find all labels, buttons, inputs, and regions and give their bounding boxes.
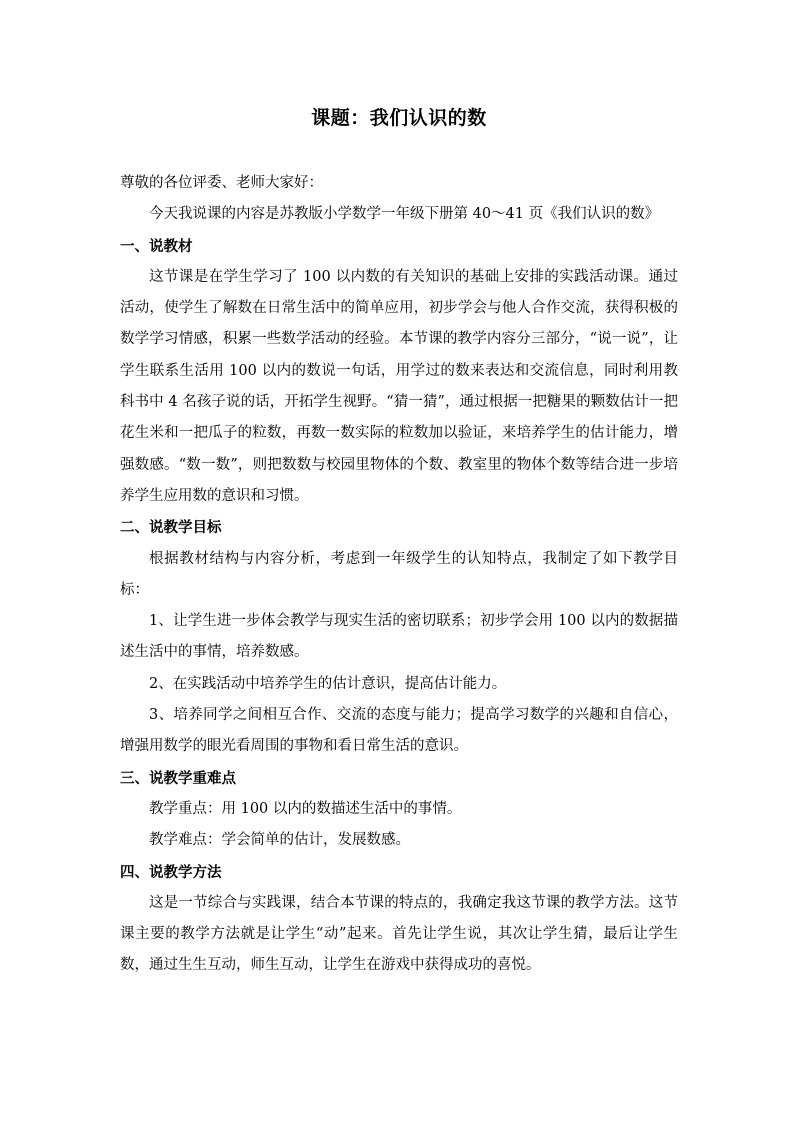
greeting: 尊敬的各位评委、老师大家好： bbox=[120, 175, 323, 191]
methods-paragraph: 这是一节综合与实践课，结合本节课的特点的，我确定我这节课的教学方法。这节课主要的教学方法就是让学生“动”起来。首先让学生说，其次让学生猜，最后让学生数，通过生生互动，师生互动，让学生在游戏中获得成功的喜悦。 bbox=[120, 894, 678, 974]
document-body bbox=[120, 100, 678, 982]
objectives-intro: 根据教材结构与内容分析，考虑到一年级学生的认知特点，我制定了如下教学目标： bbox=[120, 550, 678, 598]
objective-item-3: 3、培养同学之间相互合作、交流的态度与能力；提高学习数学的兴趣和自信心，增强用数学的眼光看周围的事物和看日常生活的意识。 bbox=[120, 707, 678, 755]
textbook-paragraph: 这节课是在学生学习了 100 以内数的有关知识的基础上安排的实践活动课。通过活动，使学生了解数在日常生活中的简单应用，初步学会与他人合作交流，获得积极的数学学习情感，积累一些数学活动的经验。本节课的教学内容分三部分，“说一说”，让学生联系生活用 100 以内的数说一句话，用学过的数来表达和交流信息，同时利用教科书中 4 名孩子说的话，开拓学生视野。“猜一猜”，通过根据一把糖果的颗数估计一把花生米和一把瓜子的粒数，再数一数实际的粒数加以验证，来培养学生的估计能力，增强数感。“数一数”，则把数数与校园里物体的个数、教室里的物体个数等结合进一步培养学生应用数的意识和习惯。 bbox=[120, 268, 678, 504]
section-heading-key-points: 三、说教学重难点 bbox=[120, 769, 236, 787]
section-heading-objectives: 二、说教学目标 bbox=[120, 519, 222, 537]
objective-item-2: 2、在实践活动中培养学生的估计意识，提高估计能力。 bbox=[149, 675, 507, 692]
document-title: 课题：我们认识的数 bbox=[311, 107, 487, 129]
key-point: 教学重点：用 100 以内的数描述生活中的事情。 bbox=[149, 800, 462, 817]
difficult-point: 教学难点：学会简单的估计，发展数感。 bbox=[149, 832, 410, 849]
section-heading-textbook: 一、说教材 bbox=[120, 237, 193, 255]
objective-item-1: 1、让学生进一步体会教学与现实生活的密切联系；初步学会用 100 以内的数据描述生活中的事情，培养数感。 bbox=[120, 613, 678, 661]
section-heading-methods: 四、说教学方法 bbox=[120, 863, 222, 881]
intro-paragraph: 今天我说课的内容是苏教版小学数学一年级下册第 40～41 页《我们认识的数》 bbox=[149, 206, 660, 223]
